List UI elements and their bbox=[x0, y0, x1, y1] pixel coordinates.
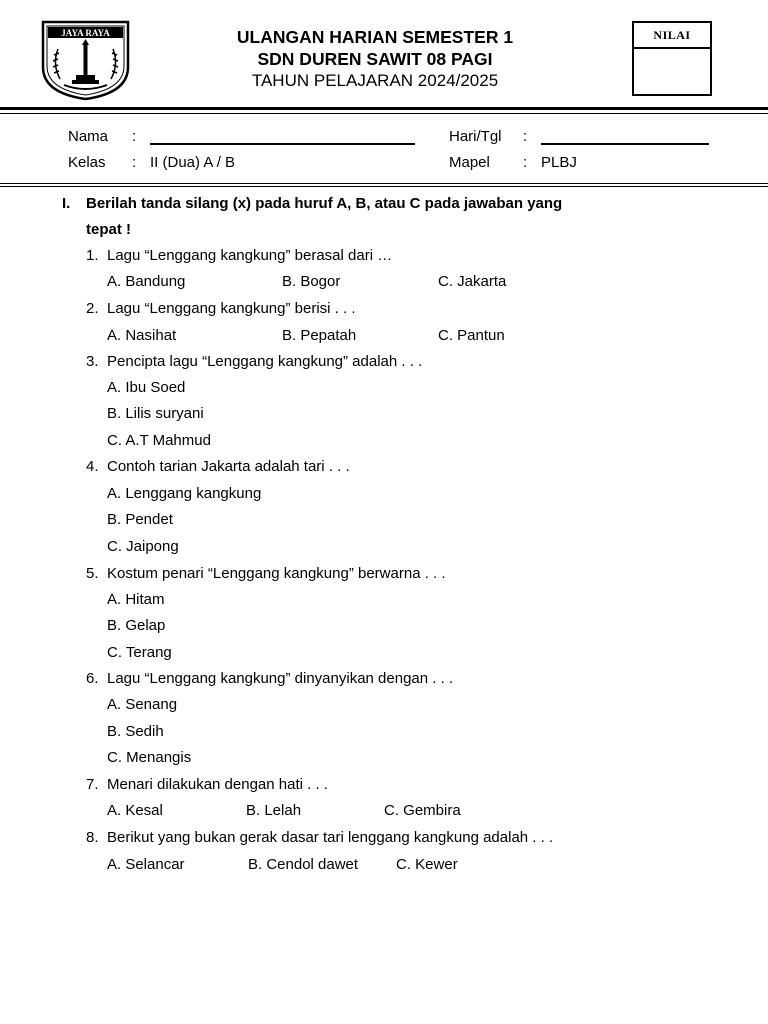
instruction-line-2: tepat ! bbox=[86, 221, 131, 238]
answer-option[interactable]: C. Gembira bbox=[384, 802, 461, 819]
answer-option[interactable]: C. Kewer bbox=[396, 856, 458, 873]
question-text: Berikut yang bukan gerak dasar tari lenggang kangkung adalah . . . bbox=[107, 829, 554, 846]
header-divider-thick bbox=[0, 107, 768, 110]
question-number: 7. bbox=[86, 776, 99, 793]
answer-option[interactable]: B. Cendol dawet bbox=[248, 856, 359, 873]
question-number: 2. bbox=[86, 300, 99, 317]
question-number: 5. bbox=[86, 565, 99, 582]
question-number: 6. bbox=[86, 670, 99, 687]
answer-option[interactable]: A. Ibu Soed bbox=[107, 379, 186, 396]
answer-option[interactable]: A. Lenggang kangkung bbox=[107, 485, 262, 502]
question-text: Pencipta lagu “Lenggang kangkung” adalah . . . bbox=[107, 353, 423, 370]
question-text: Lagu “Lenggang kangkung” berasal dari … bbox=[107, 247, 393, 264]
answer-option[interactable]: B. Gelap bbox=[107, 617, 166, 634]
answer-option[interactable]: A. Senang bbox=[107, 696, 178, 713]
answer-option[interactable]: B. Lelah bbox=[246, 802, 302, 819]
answer-option[interactable]: B. Lilis suryani bbox=[107, 405, 204, 422]
answer-option[interactable]: C. A.T Mahmud bbox=[107, 432, 211, 449]
question-number: 4. bbox=[86, 458, 99, 475]
nama-colon: : bbox=[132, 128, 137, 145]
instruction-line-1: Berilah tanda silang (x) pada huruf A, B, atau C pada jawaban yang bbox=[86, 195, 563, 212]
jaya-raya-emblem-logo bbox=[40, 19, 131, 101]
question-text: Menari dilakukan dengan hati . . . bbox=[107, 776, 328, 793]
kelas-label: Kelas bbox=[68, 154, 106, 171]
question-number: 8. bbox=[86, 829, 99, 846]
question-text: Contoh tarian Jakarta adalah tari . . . bbox=[107, 458, 350, 475]
nama-blank-field[interactable] bbox=[150, 143, 415, 145]
answer-option[interactable]: C. Pantun bbox=[438, 327, 505, 344]
question-number: 3. bbox=[86, 353, 99, 370]
school-name: SDN DUREN SAWIT 08 PAGI bbox=[257, 49, 493, 69]
section-number: I. bbox=[62, 195, 71, 212]
header-divider-thin bbox=[0, 113, 768, 114]
question-text: Lagu “Lenggang kangkung” berisi . . . bbox=[107, 300, 356, 317]
question-number: 1. bbox=[86, 247, 99, 264]
answer-option[interactable]: A. Selancar bbox=[107, 856, 185, 873]
answer-option[interactable]: A. Bandung bbox=[107, 273, 186, 290]
kelas-value: II (Dua) A / B bbox=[150, 154, 236, 171]
answer-option[interactable]: C. Menangis bbox=[107, 749, 192, 766]
kelas-colon: : bbox=[132, 154, 137, 171]
question-text: Lagu “Lenggang kangkung” dinyanyikan dengan . . . bbox=[107, 670, 454, 687]
nama-label: Nama bbox=[68, 128, 109, 145]
exam-title: ULANGAN HARIAN SEMESTER 1 bbox=[236, 27, 514, 47]
answer-option[interactable]: C. Jakarta bbox=[438, 273, 507, 290]
hari-tgl-label: Hari/Tgl bbox=[449, 128, 502, 145]
answer-option[interactable]: A. Kesal bbox=[107, 802, 163, 819]
identity-divider-top bbox=[0, 183, 768, 184]
identity-divider-bottom bbox=[0, 186, 768, 187]
hari-tgl-blank-field[interactable] bbox=[541, 143, 709, 145]
answer-option[interactable]: B. Bogor bbox=[282, 273, 341, 290]
mapel-label: Mapel bbox=[449, 154, 490, 171]
answer-option[interactable]: B. Pendet bbox=[107, 511, 173, 528]
answer-option[interactable]: B. Sedih bbox=[107, 723, 164, 740]
academic-year: TAHUN PELAJARAN 2024/2025 bbox=[251, 71, 499, 90]
answer-option[interactable]: A. Nasihat bbox=[107, 327, 177, 344]
answer-option[interactable]: B. Pepatah bbox=[282, 327, 357, 344]
answer-option[interactable]: A. Hitam bbox=[107, 591, 165, 608]
question-text: Kostum penari “Lenggang kangkung” berwarna . . . bbox=[107, 565, 446, 582]
mapel-colon: : bbox=[523, 154, 528, 171]
logo-text: JAYA RAYA bbox=[61, 28, 110, 38]
score-box[interactable] bbox=[632, 21, 712, 96]
answer-option[interactable]: C. Terang bbox=[107, 644, 172, 661]
score-label: NILAI bbox=[634, 23, 710, 49]
hari-tgl-colon: : bbox=[523, 128, 528, 145]
answer-option[interactable]: C. Jaipong bbox=[107, 538, 179, 555]
mapel-value: PLBJ bbox=[541, 154, 577, 171]
